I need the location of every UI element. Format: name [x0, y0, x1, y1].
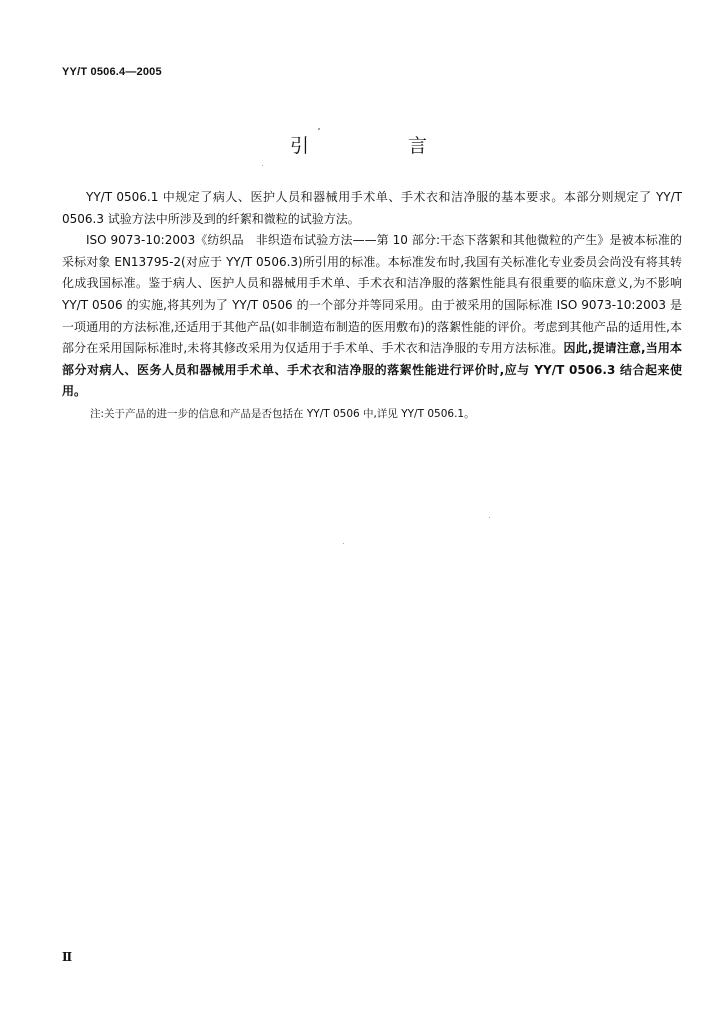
- paragraph-2-text: ISO 9073-10:2003《纺织品 非织造布试验方法——第 10 部分:干态下落絮和其他微粒的产生》是被本标准的采标对象 EN13795-2(对应于 YY/T 0506.3)所引用的标准。本标准发布时,我国有关标准化专业委员会尚没有将其转化成我国标准。鉴于病人、医护人员和器械用手术单、手术衣和洁净服的落絮性能具有很重要的临床意义,为不影响 YY/T 0506 的实施,将其列为了 YY/T 0506 的一个部分并等同采用。由于被采用的国际标准 ISO 9073-10:2003 是一项通用的方法标准,还适用于其他产品(如非制造布制造的医用敷布)的落絮性能的评价。考虑到其他产品的适用性,本部分在采用国际标准时,未将其修改采用为仅适用于手术单、手术衣和洁净服的专用方法标准。: [62, 233, 682, 356]
- introduction-body: [62, 187, 682, 426]
- scan-speck: [262, 165, 263, 166]
- scan-speck: [343, 543, 344, 544]
- standard-number-header: YY/T 0506.4—2005: [62, 66, 162, 78]
- page-number: Ⅱ: [62, 950, 73, 964]
- bold-notice-sentence: 因此,提请注意,当用本部分对病人、医务人员和器械用手术单、手术衣和洁净服的落絮性能进行评价时,应与 YY/T 0506.3 结合起来使用。: [62, 341, 682, 399]
- paragraph-2: [62, 230, 682, 403]
- scan-speck: [318, 128, 320, 130]
- note: 注:关于产品的进一步的信息和产品是否包括在 YY/T 0506 中,详见 YY/T 0506.1。: [90, 407, 475, 420]
- paragraph-1: YY/T 0506.1 中规定了病人、医护人员和器械用手术单、手术衣和洁净服的基本要求。本部分则规定了 YY/T 0506.3 试验方法中所涉及到的纤絮和微粒的试验方法。: [62, 190, 682, 226]
- scan-speck: [489, 517, 490, 518]
- section-title: 引 言: [289, 135, 467, 157]
